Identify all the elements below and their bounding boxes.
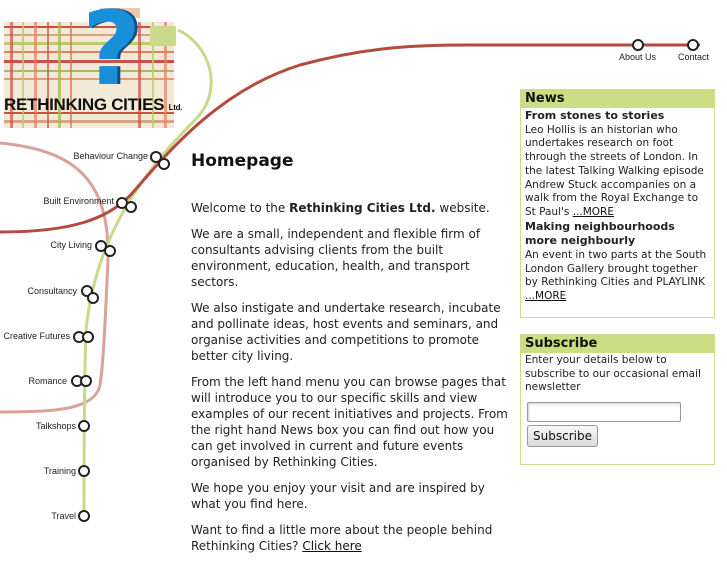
sidebar-item-behaviour-change[interactable]: Behaviour Change [73, 151, 148, 161]
enjoy-paragraph: We hope you enjoy your visit and are inspired by what you find here. [191, 481, 485, 511]
activities-paragraph: We also instigate and undertake research, incubate and pollinate ideas, host events and seminars, and organise activities and competitions to promote better city living. [191, 301, 501, 363]
news-item-title: Making neighbourhoods more neighbourly [525, 219, 675, 248]
sidebar-item-creative-futures[interactable]: Creative Futures [3, 331, 70, 341]
subscribe-box [520, 334, 715, 465]
nav-about-us[interactable]: About Us [619, 52, 657, 62]
page-title: Homepage [191, 151, 294, 171]
logo-text: RETHINKING CITIES Ltd. [4, 95, 183, 114]
interchange-marker-icon [74, 332, 93, 342]
news-item: Making neighbourhoods more neighbourly An event in two parts at the South London Gallery brought together by Rethinking Cities and PLAYLINK ...MORE [525, 219, 707, 303]
sidebar-item-training[interactable]: Training [43, 466, 76, 476]
interchange-marker-icon [117, 198, 136, 212]
email-field[interactable] [527, 402, 681, 422]
interchange-marker-icon [82, 286, 98, 303]
sidebar-item-city-living[interactable]: City Living [50, 240, 92, 250]
interchange-marker-icon [72, 376, 91, 386]
sidebar-item-travel[interactable]: Travel [51, 511, 76, 521]
people-paragraph: Want to find a little more about the people behind Rethinking Cities? Click here [191, 523, 493, 553]
news-item: From stones to stories Leo Hollis is an historian who undertakes research on foot through the streets of London. In the latest Talking Walking episode Andrew Stuck accompanies on a walk from the Royal Exchange to St Paul's ...MORE [525, 109, 704, 218]
news-more-link[interactable]: ...MORE [525, 290, 567, 303]
intro-paragraph: Welcome to the Rethinking Cities Ltd. website. [191, 201, 490, 215]
subscribe-heading: Subscribe [521, 335, 714, 353]
about-paragraph: We are a small, independent and flexible firm of consultants advising clients from the built environment, education, health, and transport sectors. [191, 227, 481, 289]
news-box [520, 89, 715, 318]
logo-question-mark: ? [82, 0, 142, 109]
sidebar-item-consultancy[interactable]: Consultancy [27, 286, 77, 296]
news-more-link[interactable]: ...MORE [572, 205, 614, 218]
news-heading: News [521, 90, 714, 108]
station-marker-icon [79, 511, 89, 521]
station-marker-icon [79, 466, 89, 476]
sidebar-item-built-environment[interactable]: Built Environment [43, 196, 114, 206]
station-marker-icon [79, 421, 89, 431]
site-logo[interactable] [0, 0, 183, 131]
interchange-marker-icon [96, 241, 115, 256]
navigation-paragraph: From the left hand menu you can browse pages that will introduce you to our specific skills and view examples of our recent initiatives and projects. From the right hand News box you can find out how you can get involved in current and future events organised by Rethinking Cities. [191, 375, 508, 469]
subscribe-button[interactable]: Subscribe [527, 425, 598, 447]
subscribe-text: Enter your details below to subscribe to our occasional email newsletter [525, 354, 701, 394]
station-marker-icon [633, 40, 643, 50]
click-here-link[interactable]: Click here [302, 539, 362, 553]
nav-contact[interactable]: Contact [678, 52, 710, 62]
sidebar-item-talkshops[interactable]: Talkshops [35, 421, 76, 431]
sidebar-item-romance[interactable]: Romance [28, 376, 67, 386]
news-item-title: From stones to stories [525, 109, 665, 122]
main-content [191, 151, 511, 564]
station-marker-icon [688, 40, 698, 50]
